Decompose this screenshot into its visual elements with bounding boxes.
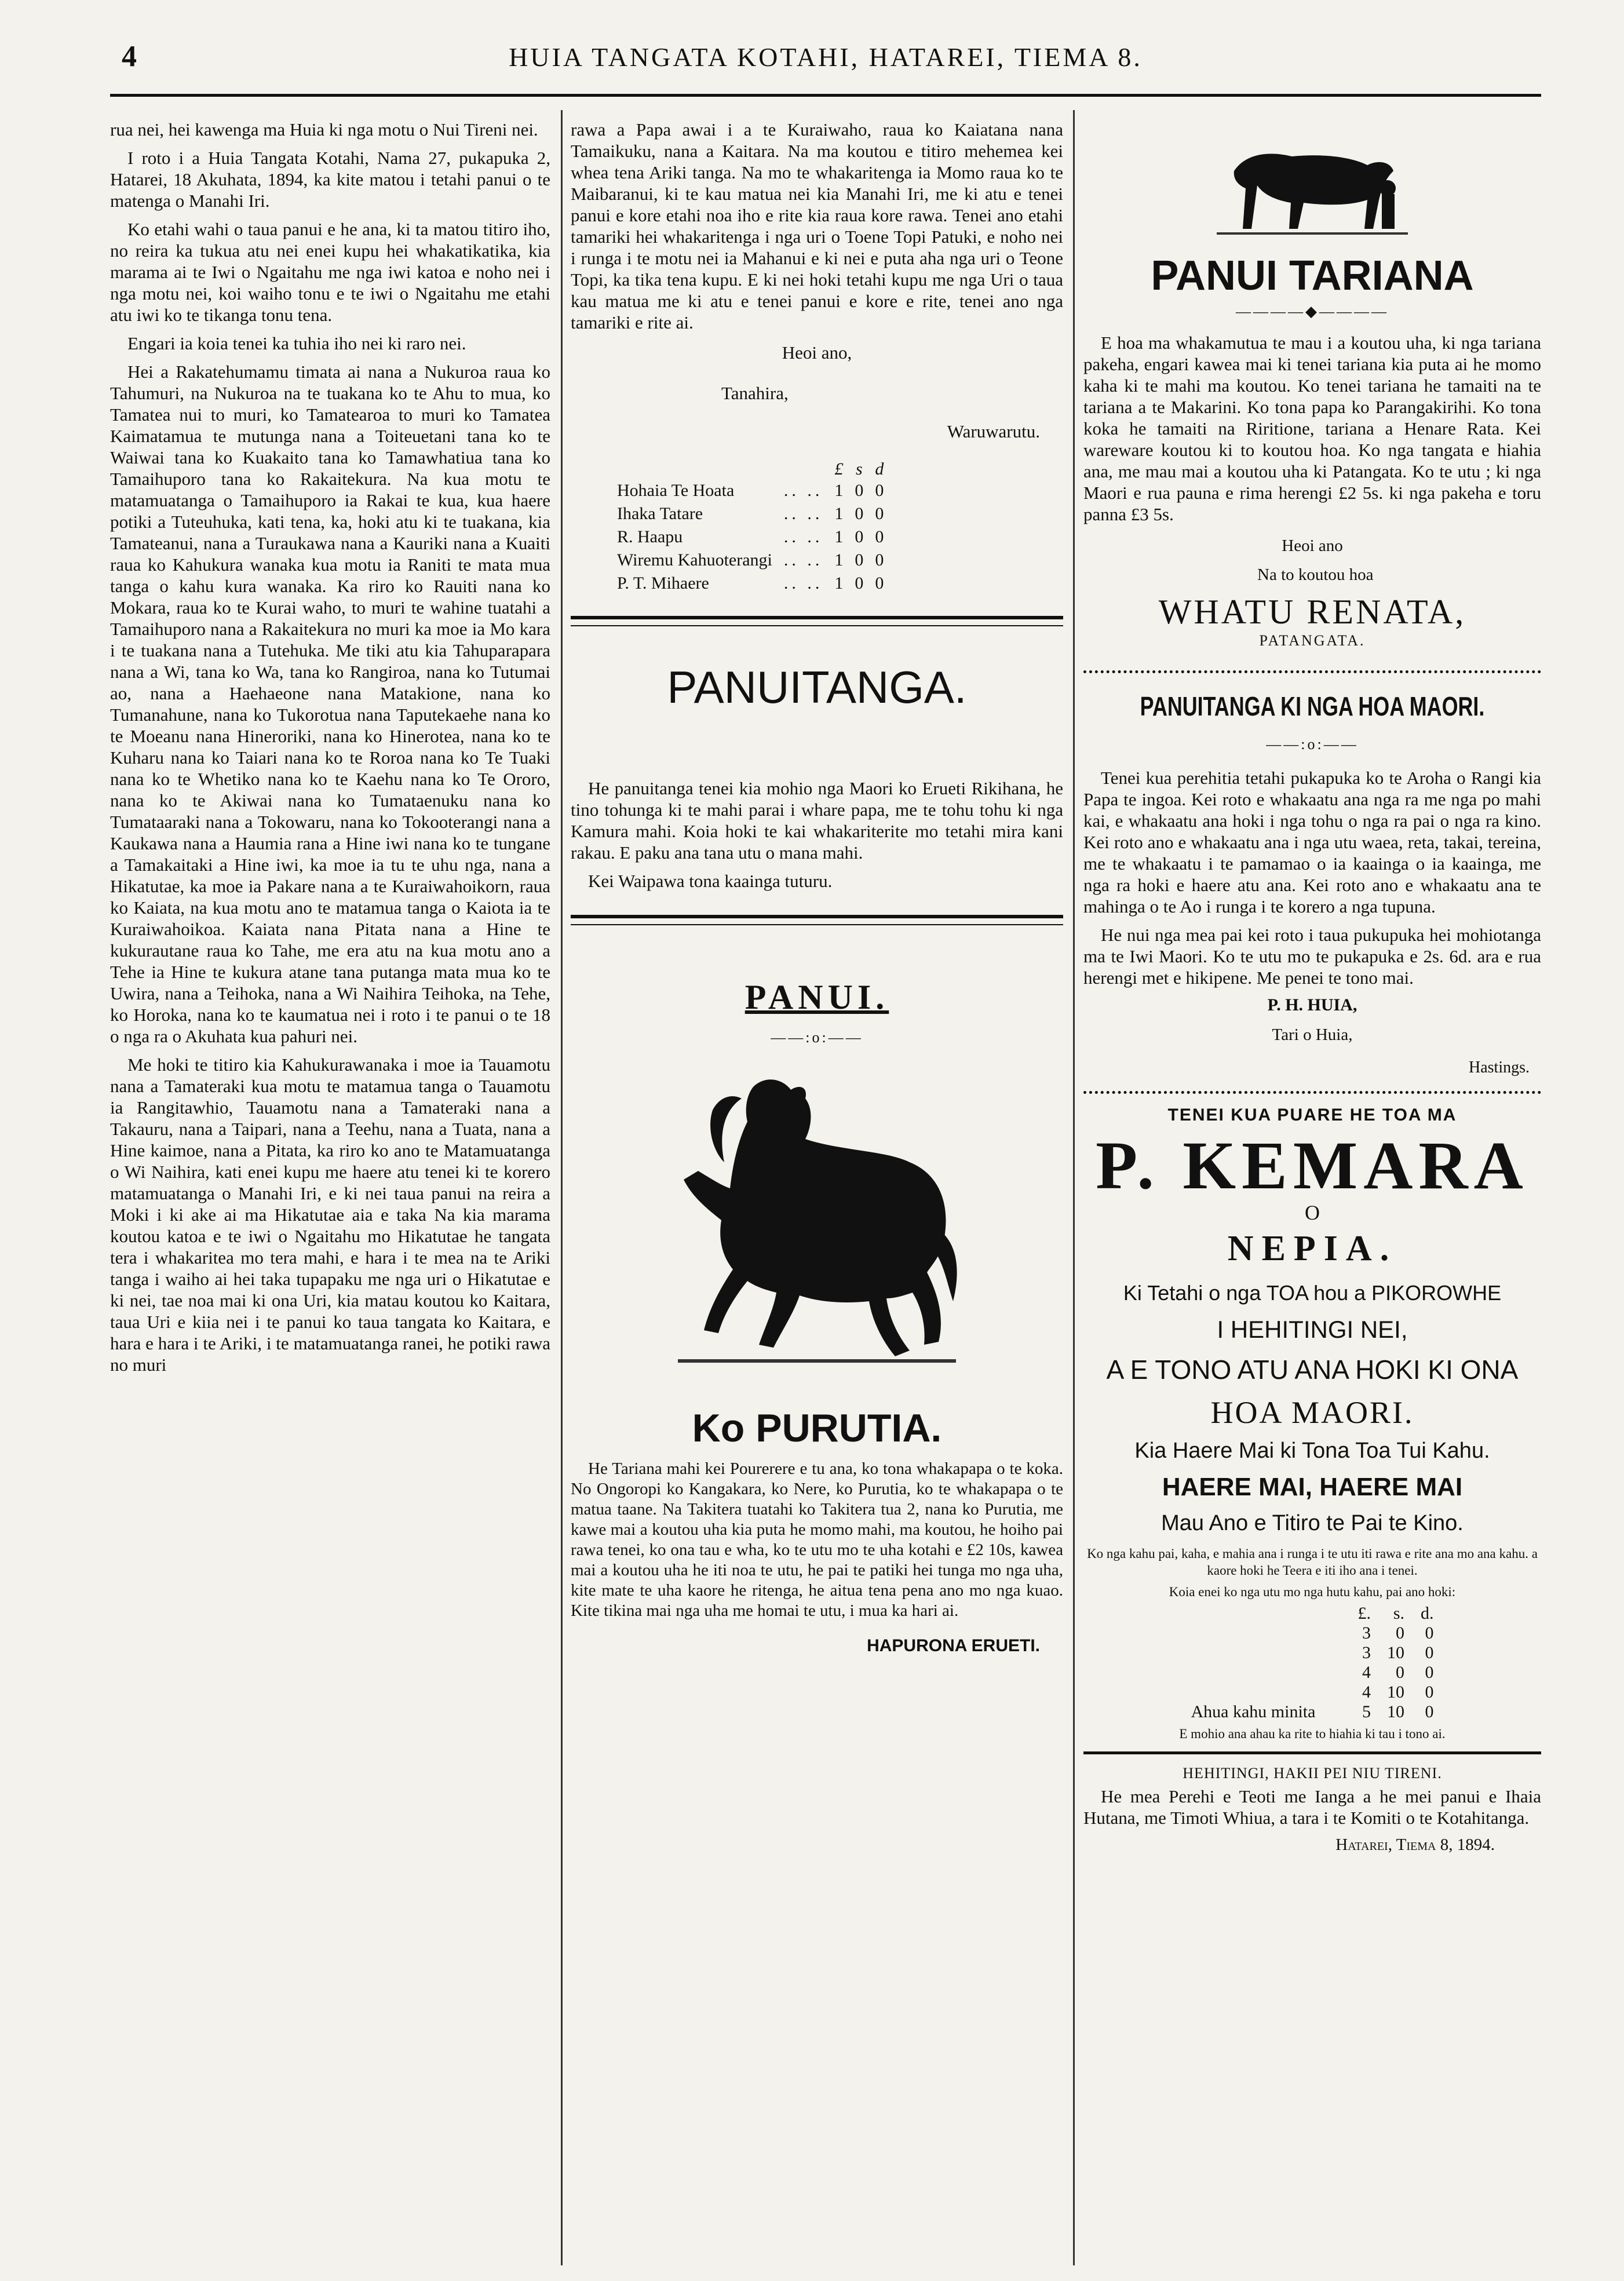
panui-title: PANUI. <box>745 978 889 1016</box>
ornament: ——:o:—— <box>1266 736 1359 753</box>
table-row: 3 10 0 <box>1362 1643 1434 1662</box>
tariana-illustration <box>1083 130 1541 240</box>
section-rule <box>1083 1085 1541 1094</box>
horse-signature: HAPURONA ERUETI. <box>867 1636 1040 1655</box>
horse-text: He Tariana mahi kei Pourerere e tu ana, ko tona whakapapa o te koka. No Ongoropi ko Kangakara, ko Nere, ko Purutia, ko te whakapapa o te matua taane. Na Takitera tuatahi ko Takitera tua 2, nana ko Purutia, me kawe mai a koutou uha kia puta he momo mahi, ma koutou, he hoiho pai rawa tenei, ko ona tau e wha, ko te utu mo te uha kotahi e £2 10s, kawea mai a koutou uha he iti noa te utu, he pai te patiki hei tunga mo nga uha, kite mate te uha kaore he ritenga, he aitua tena pena ano mo nga kuao. Kite tikina mai nga uha me homai te utu, i mua ka hari ai. <box>571 1459 1063 1620</box>
tariana-place: PATANGATA. <box>1259 632 1366 649</box>
kemara-line-5: Kia Haere Mai ki Tona Toa Tui Kahu. <box>1134 1439 1490 1463</box>
signature-2: Waruwarutu. <box>947 421 1040 441</box>
table-row: P. T. Mihaere .. .. 1 0 0 <box>617 574 884 593</box>
panuitanga-text: He panuitanga tenei kia mohio nga Maori ko Erueti Rikihana, he tino tohunga ki te mahi parai i whare papa, me te tohu tohu ki nga Kamura mahi. Koia hoki te kai whakariterite mo tetahi mira kani rakau. E paku ana tana utu o mana mahi. <box>571 778 1063 863</box>
hehi-text: He mea Perehi e Teoti me Ianga a he mei panui e Ihaia Hutana, me Timoti Whiua, a tara i te Komiti o te Kotahitanga. <box>1083 1786 1541 1828</box>
column-2 <box>571 119 1063 2262</box>
dues-header: d <box>875 459 884 479</box>
kemara-line-2: I HEHITINGI NEI, <box>1217 1316 1408 1343</box>
dues-header: £ <box>834 459 844 479</box>
page-header <box>110 35 1541 98</box>
hehi-title: HEHITINGI, HAKII PEI NIU TIRENI. <box>1183 1765 1442 1782</box>
dues-header: s <box>856 459 863 479</box>
column-1 <box>110 119 550 2262</box>
panuitanga-home: Kei Waipawa tona kaainga tuturu. <box>588 871 833 891</box>
horse-with-rider-icon <box>1217 130 1408 240</box>
paragraph: rua nei, hei kawenga ma Huia ki nga motu o Nui Tireni nei. <box>110 119 538 140</box>
tariana-to: Na to koutou hoa <box>1257 565 1374 584</box>
ornament: ————◆———— <box>1236 303 1389 320</box>
dues-table <box>611 459 889 595</box>
closing: Heoi ano, <box>782 342 852 363</box>
column-divider <box>561 110 563 2265</box>
section-rule <box>571 915 1063 925</box>
table-row: Ahua kahu minita 5 10 0 <box>1191 1702 1434 1721</box>
hoa-text-1: Tenei kua perehitia tetahi pukapuka ko te Aroha o Rangi kia Papa te ingoa. Kei roto e whakaatu ana nga ra me nga po mahi kai, e whakaatu ana hoki i nga tohu o nga ra pai o nga ra kino. Kei roto ano e whakaatu ana i nga utu waea, reta, takai, tereina, me te whakaatu i te pamamao o ia kaainga o ia kaainga, me nga ra hoki e haere atu ana. Kei roto ano e whakaatu ana te mahinga o te Ao i runga i te korero a nga tupuna. <box>1083 768 1541 917</box>
hoa-text-2: He nui nga mea pai kei roto i taua pukupuka hei mohiotanga ma te Iwi Maori. Ko te utu mo te pukapuka e 2s. 6d. ara e rua herengi met e hikipene. Me penei te tono mai. <box>1083 925 1541 988</box>
kemara-line-7: Mau Ano e Titiro te Pai te Kino. <box>1161 1511 1464 1535</box>
ornament: ——:o:—— <box>771 1029 863 1046</box>
kemara-name: P. KEMARA <box>1096 1127 1529 1203</box>
kemara-place: NEPIA. <box>1227 1229 1397 1268</box>
kemara-pre: TENEI KUA PUARE HE TOA MA <box>1167 1105 1457 1125</box>
table-row: 4 10 0 <box>1362 1683 1434 1702</box>
hoa-title: PANUITANGA KI NGA HOA MAORI. <box>1140 691 1485 721</box>
header-rule <box>110 94 1541 97</box>
horse-illustration <box>571 1064 1063 1388</box>
table-row: Ihaka Tatare .. .. 1 0 0 <box>617 504 884 523</box>
panuitanga-title: PANUITANGA. <box>667 662 967 713</box>
horse-silhouette-icon <box>666 1064 968 1388</box>
hoa-place: Hastings. <box>1469 1059 1530 1076</box>
horse-name: Ko PURUTIA. <box>692 1406 942 1450</box>
column-3 <box>1083 119 1541 2262</box>
price-table: £. s. d. 3 0 0 3 10 0 4 0 0 4 10 0 Ahua kahu minita 5 10 0 <box>1183 1604 1442 1722</box>
kemara-o: O <box>1305 1201 1320 1224</box>
paragraph: Hei a Rakatehumamu timata ai nana a Nukuroa raua ko Tahumuri, na Nukuroa na te tuakana ko te Ahu to mua, ko Tamatea nui to muri, ko Tamatearoa to muri ko Tamatea Kaimatamua te mutunga nana a Toiteuetani tana ko te Waiwai tana ko Kuakaito tana ko Tamawhatiua tana ko Tamaihuporo tana ko Rakaitekura. Na kua motu te matamuatanga o Tamaihuporo ia Rakai te kua, kua haere potiki a Tuteuhuka, kati tena, ka, hoki atu ki te tuakana, kia Tamateanui, nana a Turaukawa nana a Kauriki nana a Kuaiti raua ko Kahukura wanaka kua motu ia Raniti te mata mua tanga o kahu kura wanaka. Ka riro ko Rauiti nana ko Mokara, raua ko te Kurai waho, to muri te wahine tuatahi a Tamaihuporo nana a Rakaitekura no muri ka moe ia Mo kara i te tuakana nana a Tutehuka. Me tiki atu kia Tahuparapara nana a Wi, tana ko Wa, tana ko Rangiroa, nana ko Tutumai ao, nana a Haehaeone nana Matakione, nana ko Tumanahune, nana ko Tukorotua nana Taputekaehe nana ko te Moeanu nana Hineroriki, nana ko Hinerotea, nana ko te Kuharu nana ko Taiari nana ko te Roroa nana ko Te Tuaki nana ko te Whetiko nana ko te Kaehu nana ko Te Ororo, nana ko te Akiwai nana ko Tumataenuku nana ko Tumataaraki nana a Tokowaru, nana ko Tokooterangi nana a Kaukawa nana a Haumia rana a Hine iwi nana ko te tungane a Tamakaitaki a Hine iwi, ka moe ia tu te uhu nga, nana a Hikatutae, ka moe ia Pakare nana a te Kuraiwahoikorn, raua ko Kaiata, na kua motu ano te matamua tanga o Kaiota ia te Kuraiwahoikoa. Kaiata nana Pitata nana a Hine te kukurautane raua ko Tahe, me era atu na kua motu ano a Tehe ia Hine te kukura atane tana putanga mata mua ko te Uwira, nana a Teihoka, nana a Wi Naihira Teihoka, na Tehe, ko Horoka, nana ko te kaumatua nei i roto i te panui o te 18 o nga ra o Akuhata kua pahuri nei. <box>110 362 550 1046</box>
section-rule <box>1083 1751 1541 1754</box>
kemara-line-3: A E TONO ATU ANA HOKI KI ONA <box>1106 1355 1519 1385</box>
paragraph: I roto i a Huia Tangata Kotahi, Nama 27, pukapuka 2, Hatarei, 18 Akuhata, 1894, ka kite matou i tetahi panui o te matenga o Manahi Iri. <box>110 148 550 211</box>
page-number: 4 <box>122 40 137 73</box>
tariana-title: PANUI TARIANA <box>1151 253 1474 299</box>
kemara-small-1: Ko nga kahu pai, kaha, e mahia ana i runga i te utu iti rawa e rite ana mo ana kahu. a kaore hoki he Teera e iti iho ana i tenei. <box>1087 1546 1538 1578</box>
section-rule <box>1083 665 1541 673</box>
kemara-line-4: HOA MAORI. <box>1210 1395 1414 1430</box>
tariana-signature: WHATU RENATA, <box>1158 593 1466 631</box>
paragraph: Me hoki te titiro kia Kahukurawanaka i moe ia Tauamotu nana a Tamateraki kua motu te matamua tanga o Tauamotu ia Rangitawhio, Tauamotu nana a Tamateraki nana a Takauru, nana a Taipari, nana a Teehu, nana a Tuata, nana a Hine kaimoe, nana a Pitata, ka riro ko ano te Matamuatanga o Wi Naihira, kati enei kupu me haere atu tenei ki te korero matamuatanga o Manahi Iri, e ki nei taua panui na reira a Moki i ki ake ai ma Hikatutae aia e taka Na kia marama koutou katoa e te iwi o Ngaitahu mo Hikatutae he tangata tera i whakaritea mo tera mahi, e hara i te mea na te Ariki tanga i waiho ai hei taka tupapaku me nga uri o Hikatutae e ki nei, tae noa mai ki ona Uri, kia matau koutou ko Kaitara, taua Uri e kiia nei i te panui ko taua tangata ko Kaitara, e hara e hara i te Ariki, i te matamuatanga ranei, he potiki rawa no muri <box>110 1054 550 1375</box>
hoa-signature-2: Tari o Huia, <box>1272 1025 1353 1044</box>
paragraph: Engari ia koia tenei ka tuhia iho nei ki raro nei. <box>127 333 466 353</box>
tariana-closing: Heoi ano <box>1282 537 1343 555</box>
table-row: Hohaia Te Hoata .. .. 1 0 0 <box>617 481 884 500</box>
kemara-line-6: HAERE MAI, HAERE MAI <box>1162 1473 1463 1501</box>
table-row: Wiremu Kahuoterangi .. .. 1 0 0 <box>617 550 884 570</box>
section-rule <box>571 616 1063 626</box>
signature-1: Tanahira, <box>721 383 789 403</box>
kemara-small-3: E mohio ana ahau ka rite to hiahia ki tau i tono ai. <box>1179 1727 1446 1741</box>
hoa-signature: P. H. HUIA, <box>1267 995 1357 1014</box>
table-row: 4 0 0 <box>1362 1663 1434 1682</box>
hehi-date: Hatarei, Tiema 8, 1894. <box>1335 1835 1495 1854</box>
kemara-small-2: Koia enei ko nga utu mo nga hutu kahu, pai ano hoki: <box>1169 1585 1456 1599</box>
paragraph: rawa a Papa awai i a te Kuraiwaho, raua ko Kaiatana nana Tamaikuku, nana a Kaitara. Na ma koutou e titiro mehemea kei whea tena Ariki tanga. Na mo te whakaritenga ia Momo raua ko te Maibaranui, ki te kau matua nei kia Manahi Iri, me ki atu e tenei panui e kore etahi noa iho e rite kia raua kore rawa. Tenei ano etahi tamariki hei whakaritenga i nga uri o Toene Topi Patuki, e noho nei i runga i te motu nei ia Mahanui e ki nei e puta aha nga uri o Teone Topi, ka tika tena kupu. E ki nei hoki tetahi kupu me nga Uri o taua kau matua me ki atu e tenei panui e kore e rite, tenei ano nga tamariki e rite ai. <box>571 119 1063 333</box>
column-divider <box>1073 110 1075 2265</box>
paragraph: Ko etahi wahi o taua panui e he ana, ki ta matou titiro iho, no reira ka tukua atu nei enei kupu hei whakatikatika, kia marama ai te Iwi o Ngaitahu me nga iwi katoa e noho nei i nga motu nei, koi waiho tonu e te iwi o Ngaitahu me etahi atu iwi ko te tikanga tonu tena. <box>110 219 550 325</box>
kemara-line-1: Ki Tetahi o nga TOA hou a PIKOROWHE <box>1123 1281 1502 1305</box>
table-row: R. Haapu .. .. 1 0 0 <box>617 527 884 546</box>
table-row: 3 0 0 <box>1362 1623 1434 1643</box>
masthead: HUIA TANGATA KOTAHI, HATAREI, TIEMA 8. <box>509 42 1143 72</box>
tariana-text: E hoa ma whakamutua te mau i a koutou uha, ki nga tariana pakeha, engari kawea mai ki tenei tariana kia puta ai he momo kaha ki te mahi ma koutou. Ko tenei tariana he tamaiti na te tariana a te Makarini. Ko tona papa ko Parangakirihi. Ko tona koka he tamaiti na Riritione, tariana a Henare Rata. Kei wareware koutou ki to koutou hoa. Ko nga tangata e hiahia ana, me mau mai a koutou uha ki Patangata. Ko te utu ; ki nga Maori e rua pauna e rima herengi £2 5s. ki nga pakeha e toru panna £3 5s. <box>1083 333 1541 524</box>
